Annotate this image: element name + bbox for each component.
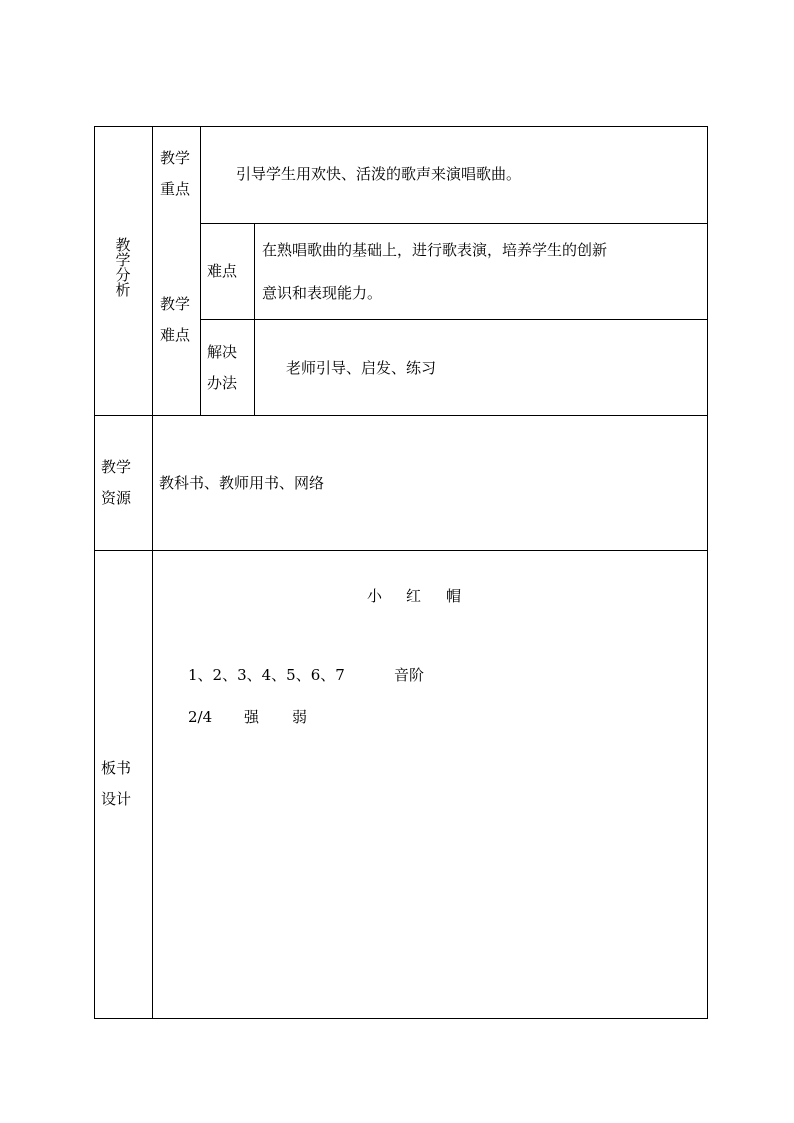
table-left-border xyxy=(94,126,95,1019)
focus-bottom-border xyxy=(200,223,708,224)
resources-content: 教科书、教师用书、网络 xyxy=(159,474,325,492)
solution-content: 老师引导、启发、练习 xyxy=(286,359,437,377)
hard-point-label: 难点 xyxy=(207,262,238,280)
hard-point-content-line1: 在熟唱歌曲的基础上，进行歌表演，培养学生的创新 xyxy=(262,241,608,259)
board-title-char-2: 红 xyxy=(406,587,422,605)
focus-content: 引导学生用欢快、活泼的歌声来演唱歌曲。 xyxy=(236,165,522,183)
board-scale-line: 1、2、3、4、5、6、7 xyxy=(188,666,345,684)
resources-bottom-border xyxy=(94,550,708,551)
sublabel-column-border xyxy=(200,126,201,416)
analysis-bottom-border xyxy=(94,415,708,416)
board-strong: 强 xyxy=(244,708,260,726)
subsublabel-column-border xyxy=(254,223,255,416)
hard-point-bottom-border xyxy=(200,319,708,320)
solution-label-line2: 办法 xyxy=(207,374,238,392)
table-top-border xyxy=(94,126,708,127)
focus-label-line1: 教学 xyxy=(160,149,191,167)
table-bottom-border xyxy=(94,1018,708,1019)
resources-label-line1: 教学 xyxy=(101,458,132,476)
board-label-line2: 设计 xyxy=(101,790,132,808)
board-meter: 2/4 xyxy=(188,708,213,726)
hard-point-content-line2: 意识和表现能力。 xyxy=(262,284,383,302)
board-scale-label: 音阶 xyxy=(394,666,425,684)
board-title-char-1: 小 xyxy=(367,587,383,605)
board-weak: 弱 xyxy=(292,708,308,726)
table-right-border xyxy=(707,126,708,1019)
difficulty-label-line2: 难点 xyxy=(160,326,191,344)
label-column-border xyxy=(152,126,153,1019)
board-label-line1: 板书 xyxy=(101,759,132,777)
resources-label-line2: 资源 xyxy=(101,489,132,507)
board-title-char-3: 帽 xyxy=(446,587,462,605)
difficulty-label-line1: 教学 xyxy=(160,295,191,313)
solution-label-line1: 解决 xyxy=(207,343,238,361)
focus-label-line2: 重点 xyxy=(160,180,191,198)
analysis-section-label: 教学分析 xyxy=(115,236,131,299)
